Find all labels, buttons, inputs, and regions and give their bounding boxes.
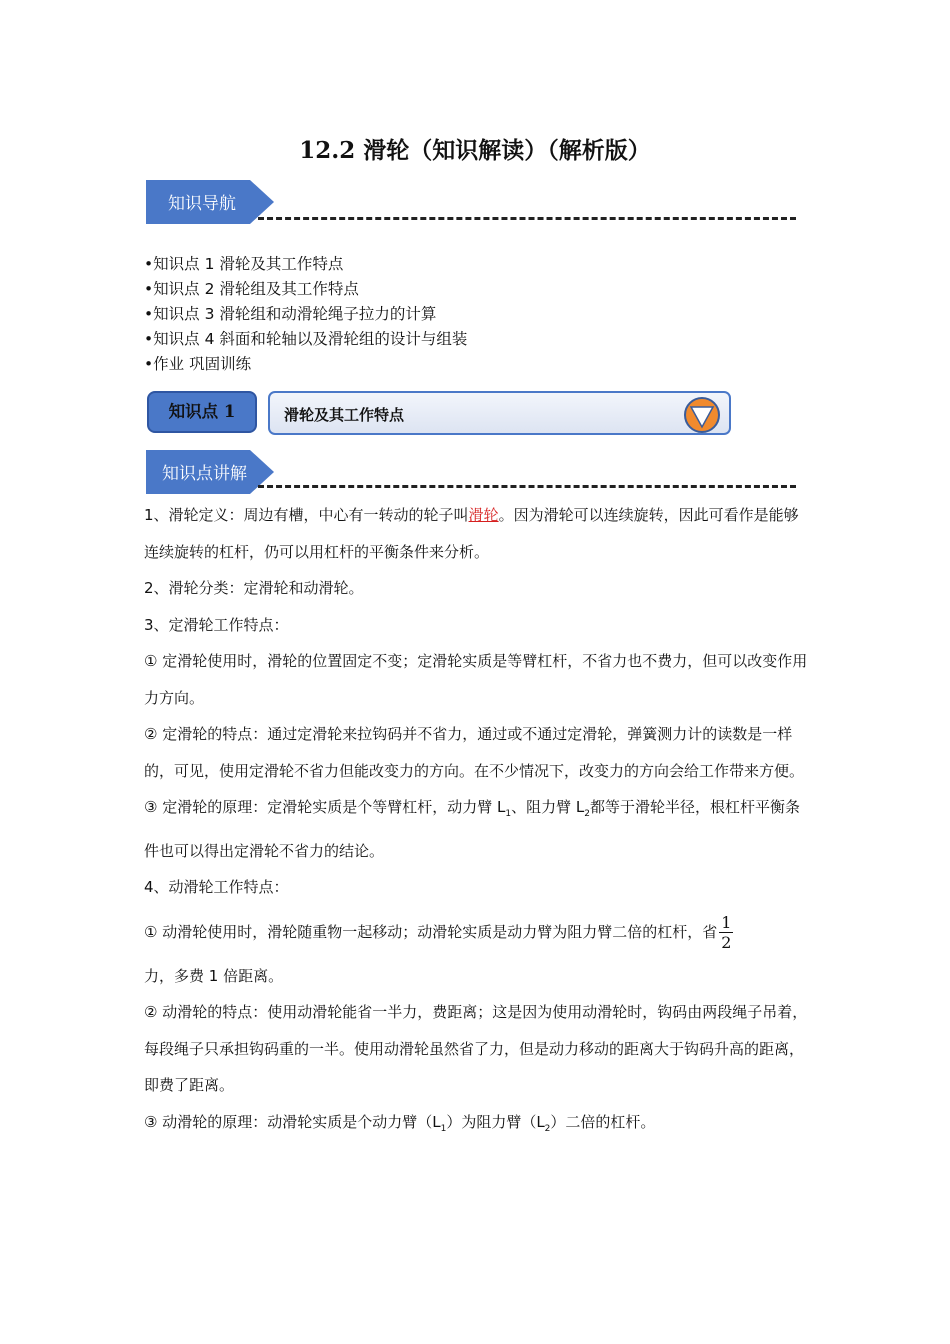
- toc-item[interactable]: •知识点 3 滑轮组和动滑轮绳子拉力的计算: [144, 305, 437, 323]
- kp-topic-bar: [268, 391, 731, 435]
- nav-banner-label: 知识导航: [168, 194, 236, 214]
- paragraph: ③ 动滑轮的原理：动滑轮实质是个动力臂$(L_1)$为阻力臂$(L_2)$二倍的杠杆。: [144, 1112, 656, 1134]
- divider: [258, 485, 796, 488]
- highlight-term: 滑轮: [468, 506, 499, 524]
- paragraph: 1、滑轮定义：周边有槽，中心有一转动的轮子叫滑轮。因为滑轮可以连续旋转，因此可看作是能够连续旋转的杠杆，仍可以用杠杆的平衡条件来分析。: [144, 506, 799, 561]
- toc-item[interactable]: •知识点 4 斜面和轮轴以及滑轮组的设计与组装: [144, 330, 468, 348]
- fraction: $\frac{1}{2}$: [721, 912, 732, 952]
- kp-topic-label: 滑轮及其工作特点: [284, 406, 405, 424]
- paragraph: ① 定滑轮使用时，滑轮的位置固定不变；定滑轮实质是等臂杠杆，不省力也不费力，但可以改变作用力方向。: [144, 652, 808, 707]
- explain-banner: [146, 450, 276, 494]
- paragraph: ② 定滑轮的特点：通过定滑轮来拉钩码并不省力，通过或不通过定滑轮，弹簧测力计的读数是一样的，可见，使用定滑轮不省力但能改变力的方向。在不少情况下，改变力的方向会给工作带来方便。: [144, 725, 805, 780]
- toc-item[interactable]: •知识点 1 滑轮及其工作特点: [144, 255, 344, 273]
- toc-item[interactable]: •知识点 2 滑轮组及其工作特点: [144, 280, 359, 298]
- paragraph: ② 动滑轮的特点：使用动滑轮能省一半力，费距离；这是因为使用动滑轮时，钩码由两段绳子吊着，每段绳子只承担钩码重的一半。使用动滑轮虽然省了力，但是动力移动的距离大于钩码升高的距离，即费了距离。: [144, 1003, 808, 1094]
- content-body: [144, 497, 808, 1147]
- triangle-down-icon: [683, 396, 721, 434]
- nav-banner: [146, 180, 276, 224]
- paragraph: 3、定滑轮工作特点：: [144, 615, 289, 634]
- paragraph: ③ 定滑轮的原理：定滑轮实质是个等臂杠杆，动力臂 $L_1$、阻力臂 $L_2$都等于滑轮半径，根杠杆平衡条件也可以得出定滑轮不省力的结论。: [144, 798, 800, 860]
- paragraph: 2、滑轮分类：定滑轮和动滑轮。: [144, 579, 364, 597]
- kp-number-badge: 知识点 1: [147, 391, 257, 433]
- paragraph: ① 动滑轮使用时，滑轮随重物一起移动；动滑轮实质是动力臂为阻力臂二倍的杠杆，省 $\frac{1}{2}$: [144, 912, 732, 952]
- toc-list: [144, 252, 467, 377]
- divider: [258, 217, 796, 220]
- explain-banner-label: 知识点讲解: [162, 464, 247, 484]
- toc-item[interactable]: •作业 巩固训练: [144, 355, 252, 373]
- page-title: 12.2 滑轮（知识解读）（解析版）: [299, 137, 651, 164]
- paragraph: 4、动滑轮工作特点：: [144, 878, 289, 896]
- paragraph: 力，多费 1 倍距离。: [144, 966, 284, 985]
